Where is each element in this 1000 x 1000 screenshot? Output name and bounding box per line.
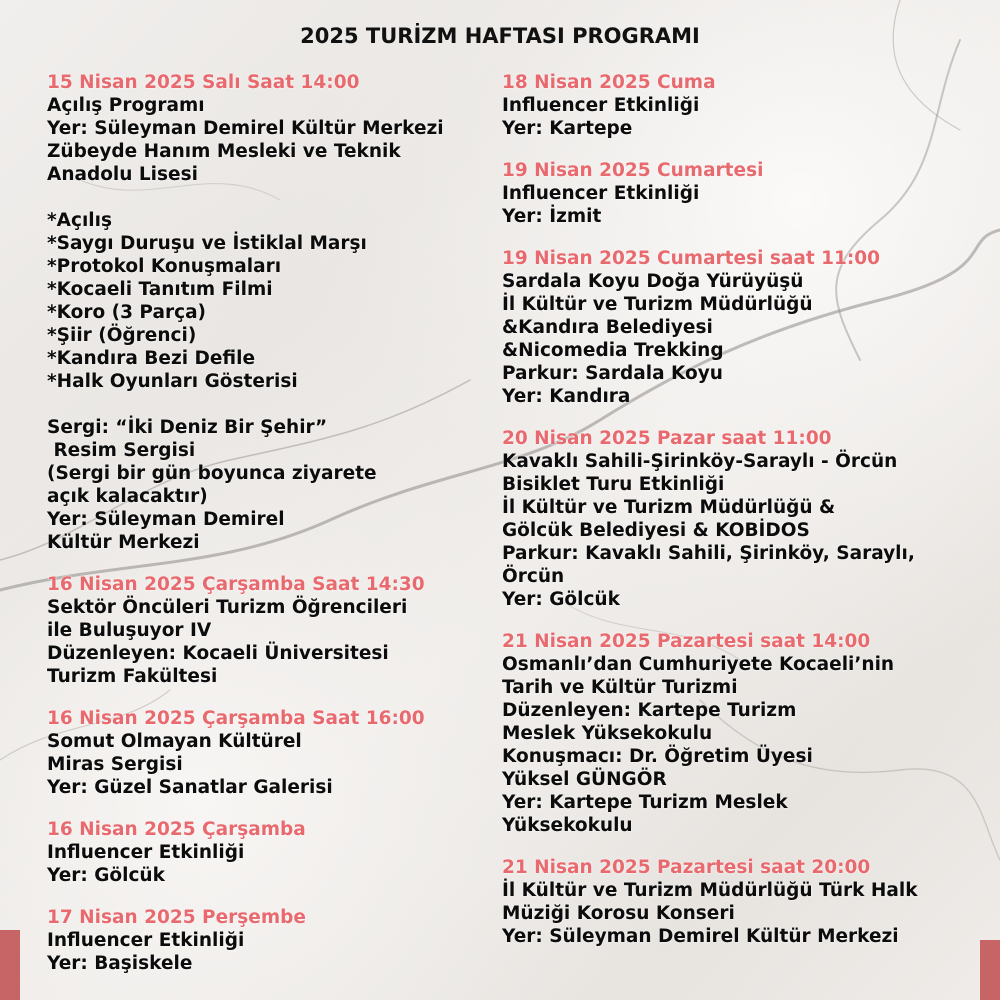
event-line: Miras Sergisi [47,754,183,775]
event-line: Influencer Etkinliği [502,183,700,204]
event-block [502,247,982,408]
event-block [502,71,982,140]
event-block [502,856,982,948]
event-line: Yer: Kartepe [502,118,633,139]
event-line: Influencer Etkinliği [47,842,245,863]
event-date: 17 Nisan 2025 Perşembe [47,907,306,928]
event-line: Somut Olmayan Kültürel [47,731,302,752]
event-date: 19 Nisan 2025 Cumartesi saat 11:00 [502,248,881,269]
exhibit-line: Sergi: “İki Deniz Bir Şehir” [47,417,328,438]
event-line: Anadolu Lisesi [47,164,198,185]
event-line: Yer: Süleyman Demirel Kültür Merkezi [502,926,899,947]
event-date: 21 Nisan 2025 Pazartesi saat 14:00 [502,631,871,652]
event-line: Sektör Öncüleri Turizm Öğrencileri [47,597,408,618]
program-list-item: *Açılış [47,210,112,231]
program-list-item: *Şiir (Öğrenci) [47,325,197,346]
event-line: Turizm Fakültesi [47,666,218,687]
event-line: Zübeyde Hanım Mesleki ve Teknik [47,141,401,162]
event-line: &Nicomedia Trekking [502,340,724,361]
exhibit-line: Kültür Merkezi [47,532,200,553]
event-line: Yüksel GÜNGÖR [502,769,667,790]
event-date: 16 Nisan 2025 Çarşamba [47,819,306,840]
event-date: 15 Nisan 2025 Salı Saat 14:00 [47,72,360,93]
event-line: Yer: Süleyman Demirel Kültür Merkezi [47,118,444,139]
event-line: Yer: Kartepe Turizm Meslek [502,792,788,813]
left-column [47,71,477,975]
program-list-item: *Koro (3 Parça) [47,302,207,323]
event-line: Düzenleyen: Kartepe Turizm [502,700,797,721]
event-line: Tarih ve Kültür Turizmi [502,677,738,698]
program-list-item: *Protokol Konuşmaları [47,256,282,277]
exhibit-line: Yer: Süleyman Demirel [47,509,285,530]
event-line: Örcün [502,566,565,587]
page-title: 2025 TURİZM HAFTASI PROGRAMI [300,24,700,48]
event-date: 20 Nisan 2025 Pazar saat 11:00 [502,428,832,449]
event-block [47,906,477,975]
event-block [47,71,477,554]
event-line: Influencer Etkinliği [47,930,245,951]
event-line: Kavaklı Sahili-Şirinköy-Saraylı - Örcün [502,451,898,472]
event-line: Yer: Gölcük [47,865,165,886]
exhibit-line: (Sergi bir gün boyunca ziyarete [47,463,377,484]
event-line: Yer: Kandıra [502,386,631,407]
event-line: Sardala Koyu Doğa Yürüyüşü [502,271,804,292]
program-list-item: *Kandıra Bezi Defile [47,348,255,369]
event-line: Yüksekokulu [502,815,633,836]
event-date: 19 Nisan 2025 Cumartesi [502,160,764,181]
event-line: Gölcük Belediyesi & KOBİDOS [502,520,810,541]
event-line: &Kandıra Belediyesi [502,317,713,338]
event-line: Yer: Gölcük [502,589,620,610]
event-line: Yer: Başiskele [47,953,193,974]
event-block [47,573,477,688]
right-column [502,71,982,948]
event-date: 16 Nisan 2025 Çarşamba Saat 14:30 [47,574,425,595]
event-date: 21 Nisan 2025 Pazartesi saat 20:00 [502,857,871,878]
event-date: 18 Nisan 2025 Cuma [502,72,716,93]
event-line: Yer: Güzel Sanatlar Galerisi [47,777,333,798]
event-line: Düzenleyen: Kocaeli Üniversitesi [47,643,389,664]
event-line: Müziği Korosu Konseri [502,903,735,924]
event-block [502,427,982,611]
event-block [47,818,477,887]
event-line: Bisiklet Turu Etkinliği [502,474,725,495]
program-list-item: *Saygı Duruşu ve İstiklal Marşı [47,233,367,254]
exhibit-line: Resim Sergisi [47,440,196,461]
event-line: Parkur: Kavaklı Sahili, Şirinköy, Saraylı, [502,543,915,564]
event-line: Osmanlı’dan Cumhuriyete Kocaeli’nin [502,654,895,675]
exhibit-line: açık kalacaktır) [47,486,208,507]
event-line: Parkur: Sardala Koyu [502,363,723,384]
event-line: İl Kültür ve Turizm Müdürlüğü Türk Halk [502,880,918,901]
event-block [502,630,982,837]
event-line: Yer: İzmit [502,206,602,227]
event-block [502,159,982,228]
event-block [47,707,477,799]
event-line: Konuşmacı: Dr. Öğretim Üyesi [502,746,813,767]
event-line: ile Buluşuyor IV [47,620,212,641]
event-line: İl Kültür ve Turizm Müdürlüğü [502,294,813,315]
event-date: 16 Nisan 2025 Çarşamba Saat 16:00 [47,708,425,729]
program-list-item: *Kocaeli Tanıtım Filmi [47,279,273,300]
event-line: Açılış Programı [47,95,205,116]
program-list-item: *Halk Oyunları Gösterisi [47,371,298,392]
event-line: Influencer Etkinliği [502,95,700,116]
event-line: İl Kültür ve Turizm Müdürlüğü & [502,497,836,518]
event-line: Meslek Yüksekokulu [502,723,713,744]
